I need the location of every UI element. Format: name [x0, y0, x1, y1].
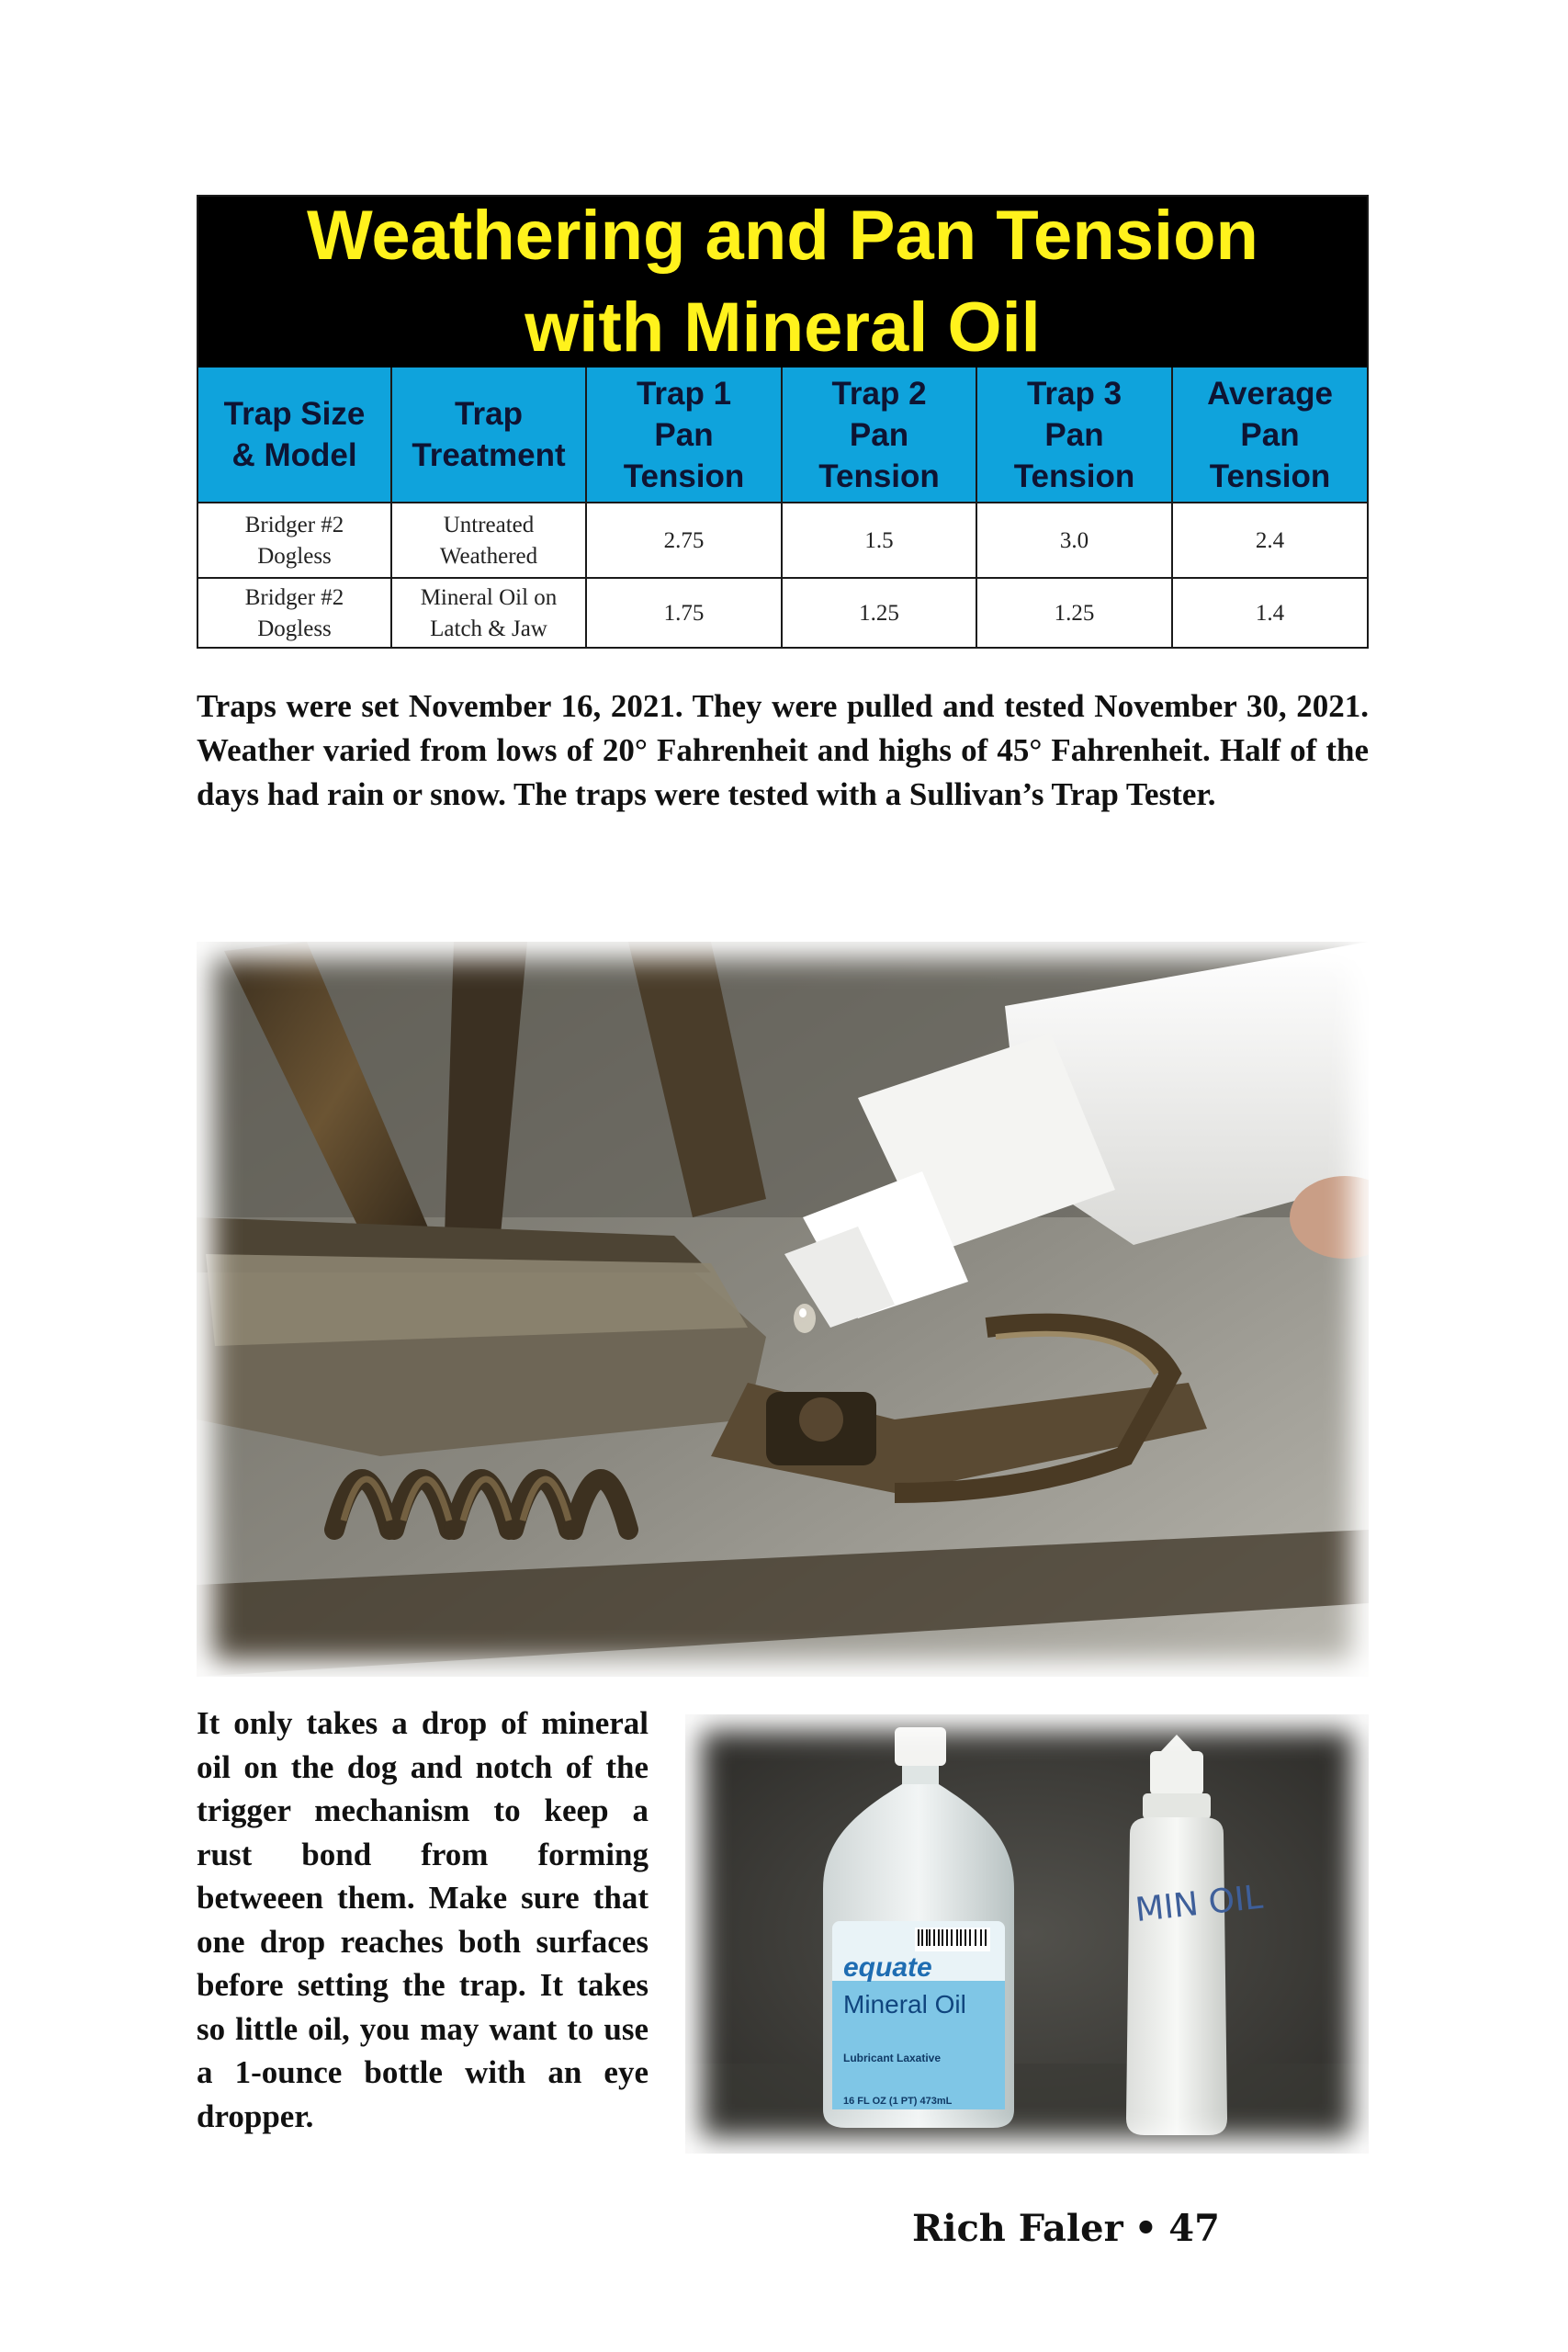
cell-trap-size: Bridger #2 Dogless: [198, 503, 392, 578]
header-trap-size: Trap Size & Model: [198, 368, 392, 502]
header-trap1-tension: Trap 1 Pan Tension: [587, 368, 783, 502]
table-title: [198, 197, 1367, 368]
oil-tip-paragraph: It only takes a drop of mineral oil on the dog and notch of the trigger mechanism to keep a rust bond from forming betweeen them. Make sure that one drop reaches both surfaces before setting the trap. It takes so little oil, you may want to use a 1-ounce bottle with an eye dropper.: [197, 1705, 649, 2134]
page-footer: [912, 2207, 1298, 2250]
table-row: [198, 577, 1367, 649]
bottle-volume: 16 FL OZ (1 PT) 473mL: [843, 2096, 953, 2107]
trap-oiling-photo: [197, 942, 1369, 1677]
cell-trap-size: Bridger #2 Dogless: [198, 579, 392, 649]
bottle-product: Mineral Oil: [843, 1990, 966, 2018]
cell-average: 2.4: [1255, 527, 1285, 553]
cell-trap1: 1.75: [587, 579, 783, 649]
cell-trap1: 2.75: [587, 503, 783, 578]
cell-average: 1.4: [1255, 601, 1285, 626]
footer-separator: •: [1134, 2207, 1158, 2250]
table-title-line2: with Mineral Oil: [525, 288, 1041, 367]
footer-author: Rich Faler: [912, 2207, 1123, 2250]
test-description-paragraph: Traps were set November 16, 2021. They were pulled and tested November 30, 2021. Weather varied from lows of 20° Fahrenheit and highs of 45° Fahrenheit. Half of the days had rain or snow. The traps were tested with a Sullivan’s Trap Tester.: [197, 688, 1369, 812]
cell-treatment: Untreated Weathered: [392, 503, 587, 578]
bottle-subtitle: Lubricant Laxative: [843, 2052, 942, 2064]
table-header-row: [198, 368, 1367, 502]
header-trap-treatment: Trap Treatment: [392, 368, 587, 502]
trap-oiling-illustration: [197, 942, 1369, 1677]
page-number: 47: [1168, 2207, 1220, 2250]
header-trap3-tension: Trap 3 Pan Tension: [977, 368, 1173, 502]
header-average-tension: Average Pan Tension: [1207, 375, 1333, 494]
bottle-brand: equate: [843, 1952, 932, 1983]
table-row: [198, 502, 1367, 578]
cell-trap2: 1.25: [783, 579, 977, 649]
cell-treatment: Mineral Oil on Latch & Jaw: [392, 579, 587, 649]
mineral-oil-bottles-photo: [685, 1714, 1369, 2154]
table-title-line1: Weathering and Pan Tension: [307, 197, 1258, 275]
tension-table: [197, 195, 1369, 649]
cell-trap2: 1.5: [783, 503, 977, 578]
handwritten-label: MIN OIL: [1134, 1878, 1265, 1930]
header-trap2-tension: Trap 2 Pan Tension: [783, 368, 977, 502]
cell-trap3: 3.0: [977, 503, 1173, 578]
cell-trap3: 1.25: [977, 579, 1173, 649]
bottles-illustration: [685, 1714, 1369, 2154]
